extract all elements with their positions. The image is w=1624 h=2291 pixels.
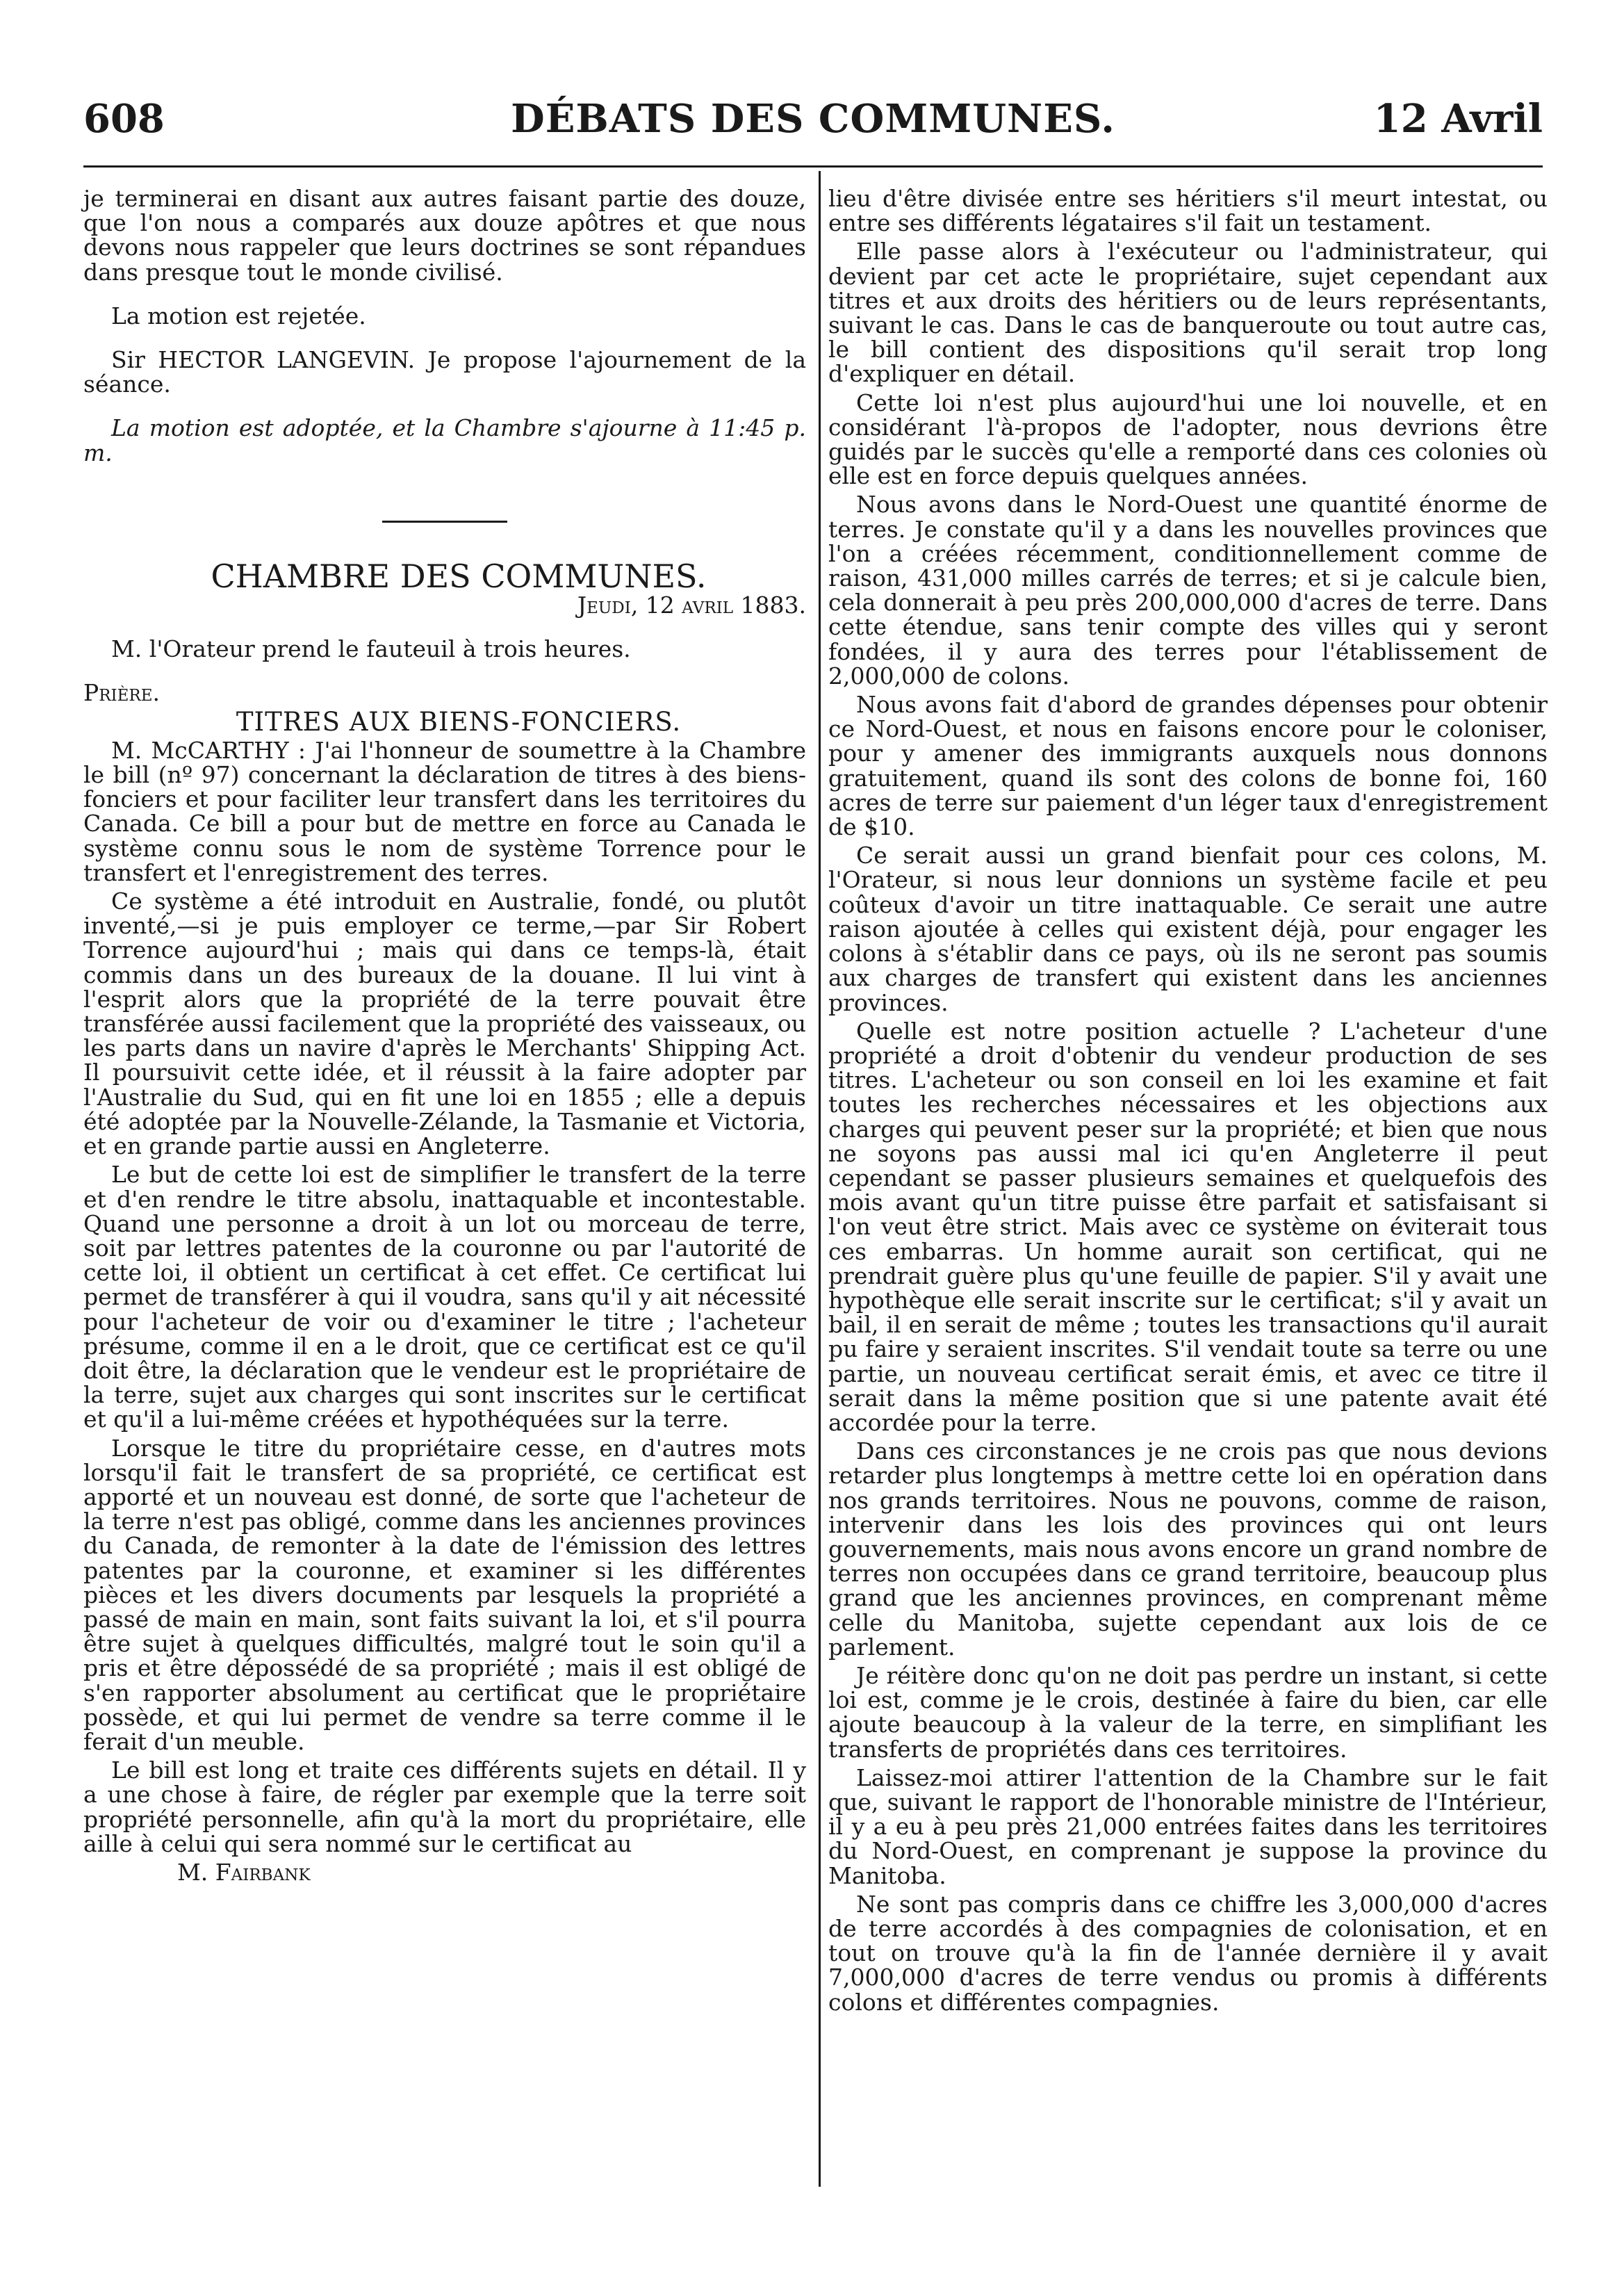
right-paragraph-10: Laissez-moi attirer l'attention de la Chambre sur le fait que, suivant le rapport de l'honorable ministre de l'Intérieur, il y a eu à peu près 21,000 entrées faites dans les territoires du Nord-Ouest, en comprenant je suppose la province du Manitoba.	[828, 1763, 1548, 1889]
signature: M. Fairbank	[177, 1858, 311, 1886]
adjournment-note: La motion est adoptée, et la Chambre s'ajourne à 11:45 p. m.	[83, 414, 806, 466]
right-paragraph-4: Nous avons dans le Nord-Ouest une quantité énorme de terres. Je constate qu'il y a dans les nouvelles provinces que l'on a créées récemment, conditionnellement comme de raison, 431,000 milles carrés de terres; et si je calcule bien, cela donnerait à peu près 200,000,000 d'acres de terre. Dans cette étendue, sans tenir compte des villes qui y seront fondées, il y aura des terres pour l'établissement de 2,000,000 de colons.	[828, 491, 1548, 690]
section-separator	[382, 521, 507, 523]
mccarthy-speech-2: Ce système a été introduit en Australie, fondé, ou plutôt inventé,—si je puis employer ce terme,—par Sir Robert Torrence aujourd'hui ; mais qui dans ce temps-là, était commis dans un des bureaux de la douane. Il lui vint à l'esprit alors que la propriété de la terre pouvait être transférée aussi facilement que la propriété des vaisseaux, ou les parts dans un navire d'après le Merchants' Shipping Act. Il poursuivit cette idée, et il réussit à la faire adopter par l'Australie du Sud, qui en fit une loi en 1855 ; elle a depuis été adoptée par la Nouvelle-Zélande, la Tasmanie et Victoria, et en grande partie aussi en Angleterre.	[83, 888, 806, 1160]
column-divider	[819, 171, 821, 2187]
right-paragraph-7: Quelle est notre position actuelle ? L'acheteur d'une propriété a droit d'obtenir du vendeur production de ses titres. L'acheteur ou son conseil en loi les examine et fait toutes les recherches nécessaires et les objections aux charges qui peuvent peser sur la propriété; et bien que nous ne soyons pas aussi mal ici qu'en Angleterre il peut cependant se passer plusieurs semaines et quelquefois des mois avant qu'un titre puisse être parfait et satisfaisant si l'on veut être strict. Mais avec ce système on éviterait tous ces embarras. Un homme aurait son certificat, qui ne prendrait guère plus qu'une feuille de papier. S'il y avait une hypothèque elle serait inscrite sur le certificat; s'il y avait un bail, il en serait de même ; toutes les transactions qu'il aurait pu faire y seraient inscrites. S'il vendait toute sa terre ou une partie, un nouveau certificat serait émis, et avec ce titre il serait dans la même position que si une patente avait été accordée pour la terre.	[828, 1017, 1548, 1436]
dateline: Jeudi, 12 avril 1883.	[577, 592, 806, 619]
section-title: CHAMBRE DES COMMUNES.	[211, 557, 707, 595]
header-rule	[83, 165, 1543, 168]
langevin-motion: Sir HECTOR LANGEVIN. Je propose l'ajournement de la séance.	[83, 346, 806, 398]
page-number: 608	[83, 96, 165, 142]
right-paragraph-11: Ne sont pas compris dans ce chiffre les 3,000,000 d'acres de terre accordés à des compagnies de colonisation, et en tout on trouve qu'à la fin de l'année dernière il y avait 7,000,000 d'acres de terre vendus ou promis à différents colons et différentes compagnies.	[828, 1890, 1548, 2016]
running-title: DÉBATS DES COMMUNES.	[511, 96, 1115, 142]
mccarthy-speech-1: M. McCARTHY : J'ai l'honneur de soumettre à la Chambre le bill (nº 97) concernant la déclaration de titres à des biens-fonciers et pour faciliter leur transfert dans les territoires du Canada. Ce bill a pour but de mettre en force au Canada le système connu sous le nom de système Torrence pour le transfert et l'enregistrement des terres.	[83, 736, 806, 886]
mccarthy-speech-3: Le but de cette loi est de simplifier le transfert de la terre et d'en rendre le titre absolu, inattaquable et incontestable. Quand une personne a droit à un lot ou morceau de terre, soit par lettres patentes de la couronne ou par l'autorité de cette loi, il obtient un certificat à cet effet. Ce certificat lui permet de transférer à qui il voudra, sans qu'il y ait nécessité pour l'acheteur de voir ou d'examiner le titre ; l'acheteur présume, comme il en a le droit, que ce certificat est ce qu'il doit être, la déclaration que le vendeur est le propriétaire de la terre, sujet aux charges qui sont inscrites sur le certificat et qu'il a lui-même créées et hypothéquées sur la terre.	[83, 1161, 806, 1433]
right-column	[828, 186, 1548, 2014]
right-paragraph-8: Dans ces circonstances je ne crois pas que nous devions retarder plus longtemps à mettre cette loi en opération dans nos grands territoires. Nous ne pouvons, comme de raison, intervenir dans les lois des provinces qui ont leurs gouvernements, mais nous avons encore un grand nombre de terres non occupées dans ce grand territoire, beaucoup plus grand que les anciennes provinces, en comprenant même celle du Manitoba, sujette cependant aux lois de ce parlement.	[828, 1437, 1548, 1661]
mccarthy-speech-5: Le bill est long et traite ces différents sujets en détail. Il y a une chose à faire, de régler par exemple que la terre soit propriété personnelle, afin qu'à la mort du propriétaire, elle aille à celui qui sera nommé sur le certificat au	[83, 1756, 806, 1857]
right-paragraph-2: Elle passe alors à l'exécuteur ou l'administrateur, qui devient par cet acte le propriétaire, sujet cependant aux titres et aux droits des héritiers ou de leurs représentants, suivant le cas. Dans le cas de banqueroute ou tout autre cas, le bill contient des dispositions qu'il serait trop long d'expliquer en détail.	[828, 238, 1548, 388]
bill-subheading: TITRES AUX BIENS-FONCIERS.	[236, 706, 682, 737]
right-paragraph-3: Cette loi n'est plus aujourd'hui une loi nouvelle, et en considérant l'à-propos de l'adopter, nous devrions être guidés par le succès qu'elle a remporté dans ces colonies où elle est en force depuis quelques années.	[828, 389, 1548, 490]
left-paragraph-1: je terminerai en disant aux autres faisant partie des douze, que l'on nous a comparés aux douze apôtres et que nous devons nous rappeler que leurs doctrines se sont répandues dans presque tout le monde civilisé.	[83, 185, 806, 286]
right-paragraph-5: Nous avons fait d'abord de grandes dépenses pour obtenir ce Nord-Ouest, et nous en faisons encore pour le coloniser, pour y amener des immigrants auxquels nous donnons gratuitement, quand ils sont des colons de bonne foi, 160 acres de terre sur paiement d'un léger taux d'enregistrement de $10.	[828, 691, 1548, 841]
right-paragraph-1: lieu d'être divisée entre ses héritiers s'il meurt intestat, ou entre ses différents légataires s'il fait un testament.	[828, 185, 1548, 237]
running-date: 12 Avril	[1373, 96, 1543, 142]
page-header	[83, 96, 1543, 158]
left-column	[83, 186, 806, 1884]
right-paragraph-9: Je réitère donc qu'on ne doit pas perdre un instant, si cette loi est, comme je le crois, destinée à faire du bien, car elle ajoute beaucoup à la valeur de la terre, en simplifiant les transferts de propriétés dans ces territoires.	[828, 1661, 1548, 1763]
prayer-heading: Prière.	[83, 679, 160, 707]
speaker-takes-chair: M. l'Orateur prend le fauteuil à trois heures.	[111, 635, 631, 663]
mccarthy-speech-4: Lorsque le titre du propriétaire cesse, en d'autres mots lorsqu'il fait le transfert de sa propriété, ce certificat est apporté et un nouveau est donné, de sorte que l'acheteur de la terre n'est pas obligé, comme dans les anciennes provinces du Canada, de remonter à la date de l'émission des lettres patentes par la couronne, et examiner si les différentes pièces et les divers documents par lesquels la propriété a passé de main en main, sont faits suivant la loi, et s'il pourra être sujet à quelques difficultés, malgré tout le soin qu'il a pris et être dépossédé de sa propriété ; mais il est obligé de s'en rapporter absolument au certificat que le propriétaire possède, et qui lui permet de vendre sa terre comme il le ferait d'un meuble.	[83, 1434, 806, 1755]
motion-rejected: La motion est rejetée.	[111, 302, 366, 329]
right-paragraph-6: Ce serait aussi un grand bienfait pour ces colons, M. l'Orateur, si nous leur donnions un système facile et peu coûteux d'avoir un titre inattaquable. Ce serait une autre raison ajoutée à celles qui existent déjà, pour engager les colons à s'établir dans ce pays, où ils ne seront pas soumis aux charges de transfert qui existent dans les anciennes provinces.	[828, 842, 1548, 1016]
